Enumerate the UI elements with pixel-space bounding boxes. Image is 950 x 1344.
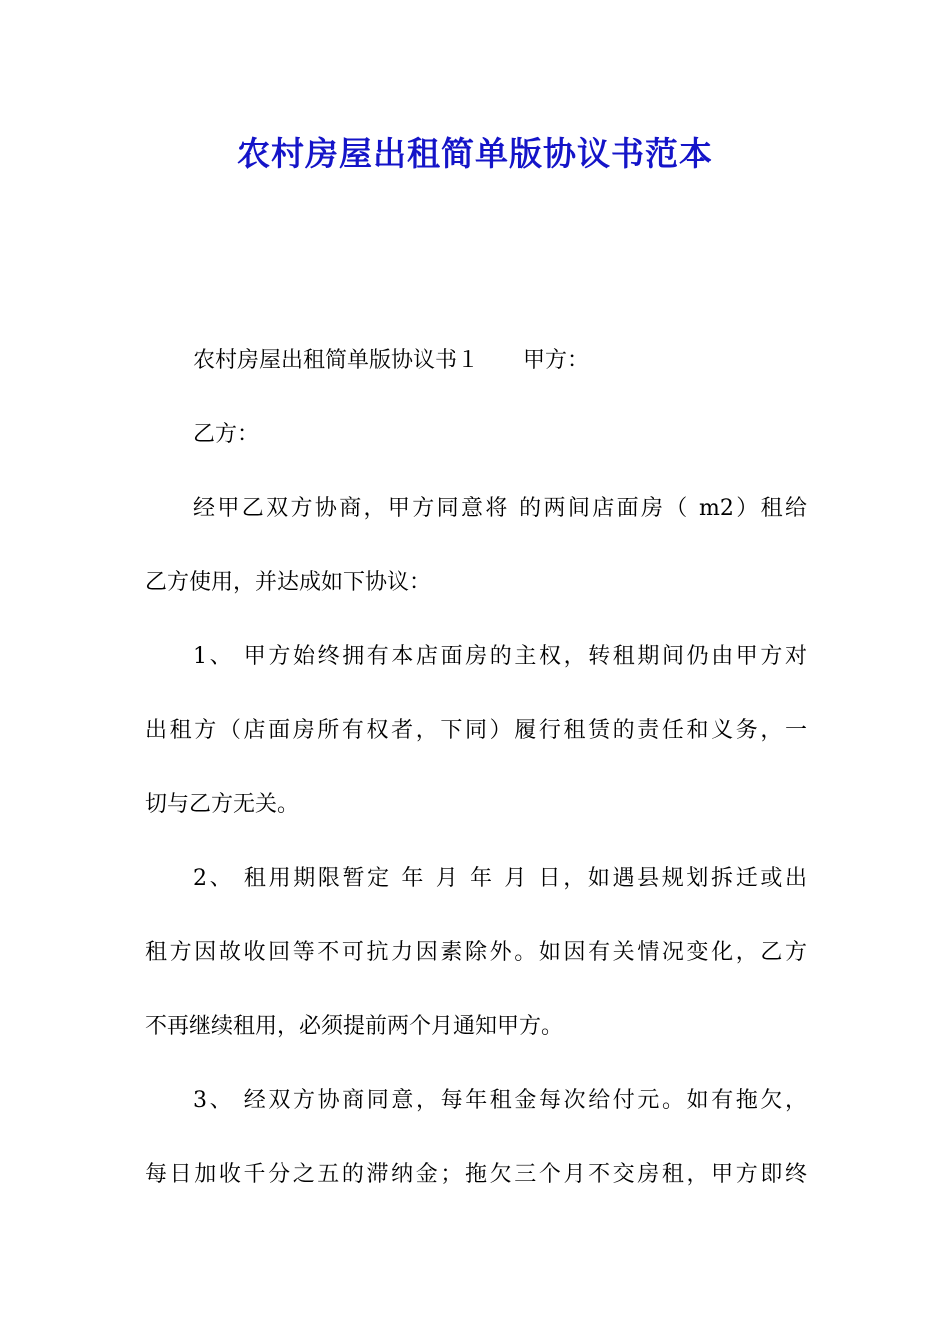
document-title: 农村房屋出租简单版协议书范本 bbox=[237, 134, 713, 173]
paragraph-heading-line: 农村房屋出租简单版协议书１ 甲方： bbox=[193, 348, 590, 373]
clause-3-line: 3、 经双方协商同意，每年租金每次给付元。如有拖欠， bbox=[193, 1088, 807, 1113]
paragraph-line: 经甲乙双方协商，甲方同意将 的两间店面房（ m2）租给 bbox=[193, 496, 807, 521]
document-body bbox=[145, 334, 807, 1222]
clause-2-line: 租方因故收回等不可抗力因素除外。如因有关情况变化，乙方 bbox=[145, 940, 807, 965]
clause-1-line: 切与乙方无关。 bbox=[145, 792, 300, 817]
clause-1-line: 出租方（店面房所有权者，下同）履行租赁的责任和义务，一 bbox=[145, 718, 807, 743]
clause-1-line: 1、 甲方始终拥有本店面房的主权，转租期间仍由甲方对 bbox=[193, 644, 807, 669]
clause-3-line: 每日加收千分之五的滞纳金；拖欠三个月不交房租，甲方即终 bbox=[145, 1162, 807, 1187]
clause-2-line: 2、 租用期限暂定 年 月 年 月 日，如遇县规划拆迁或出 bbox=[193, 866, 807, 891]
clause-2-line: 不再继续租用，必须提前两个月通知甲方。 bbox=[145, 1014, 564, 1039]
party-b-line: 乙方： bbox=[193, 422, 260, 447]
paragraph-line: 乙方使用，并达成如下协议： bbox=[145, 570, 432, 595]
